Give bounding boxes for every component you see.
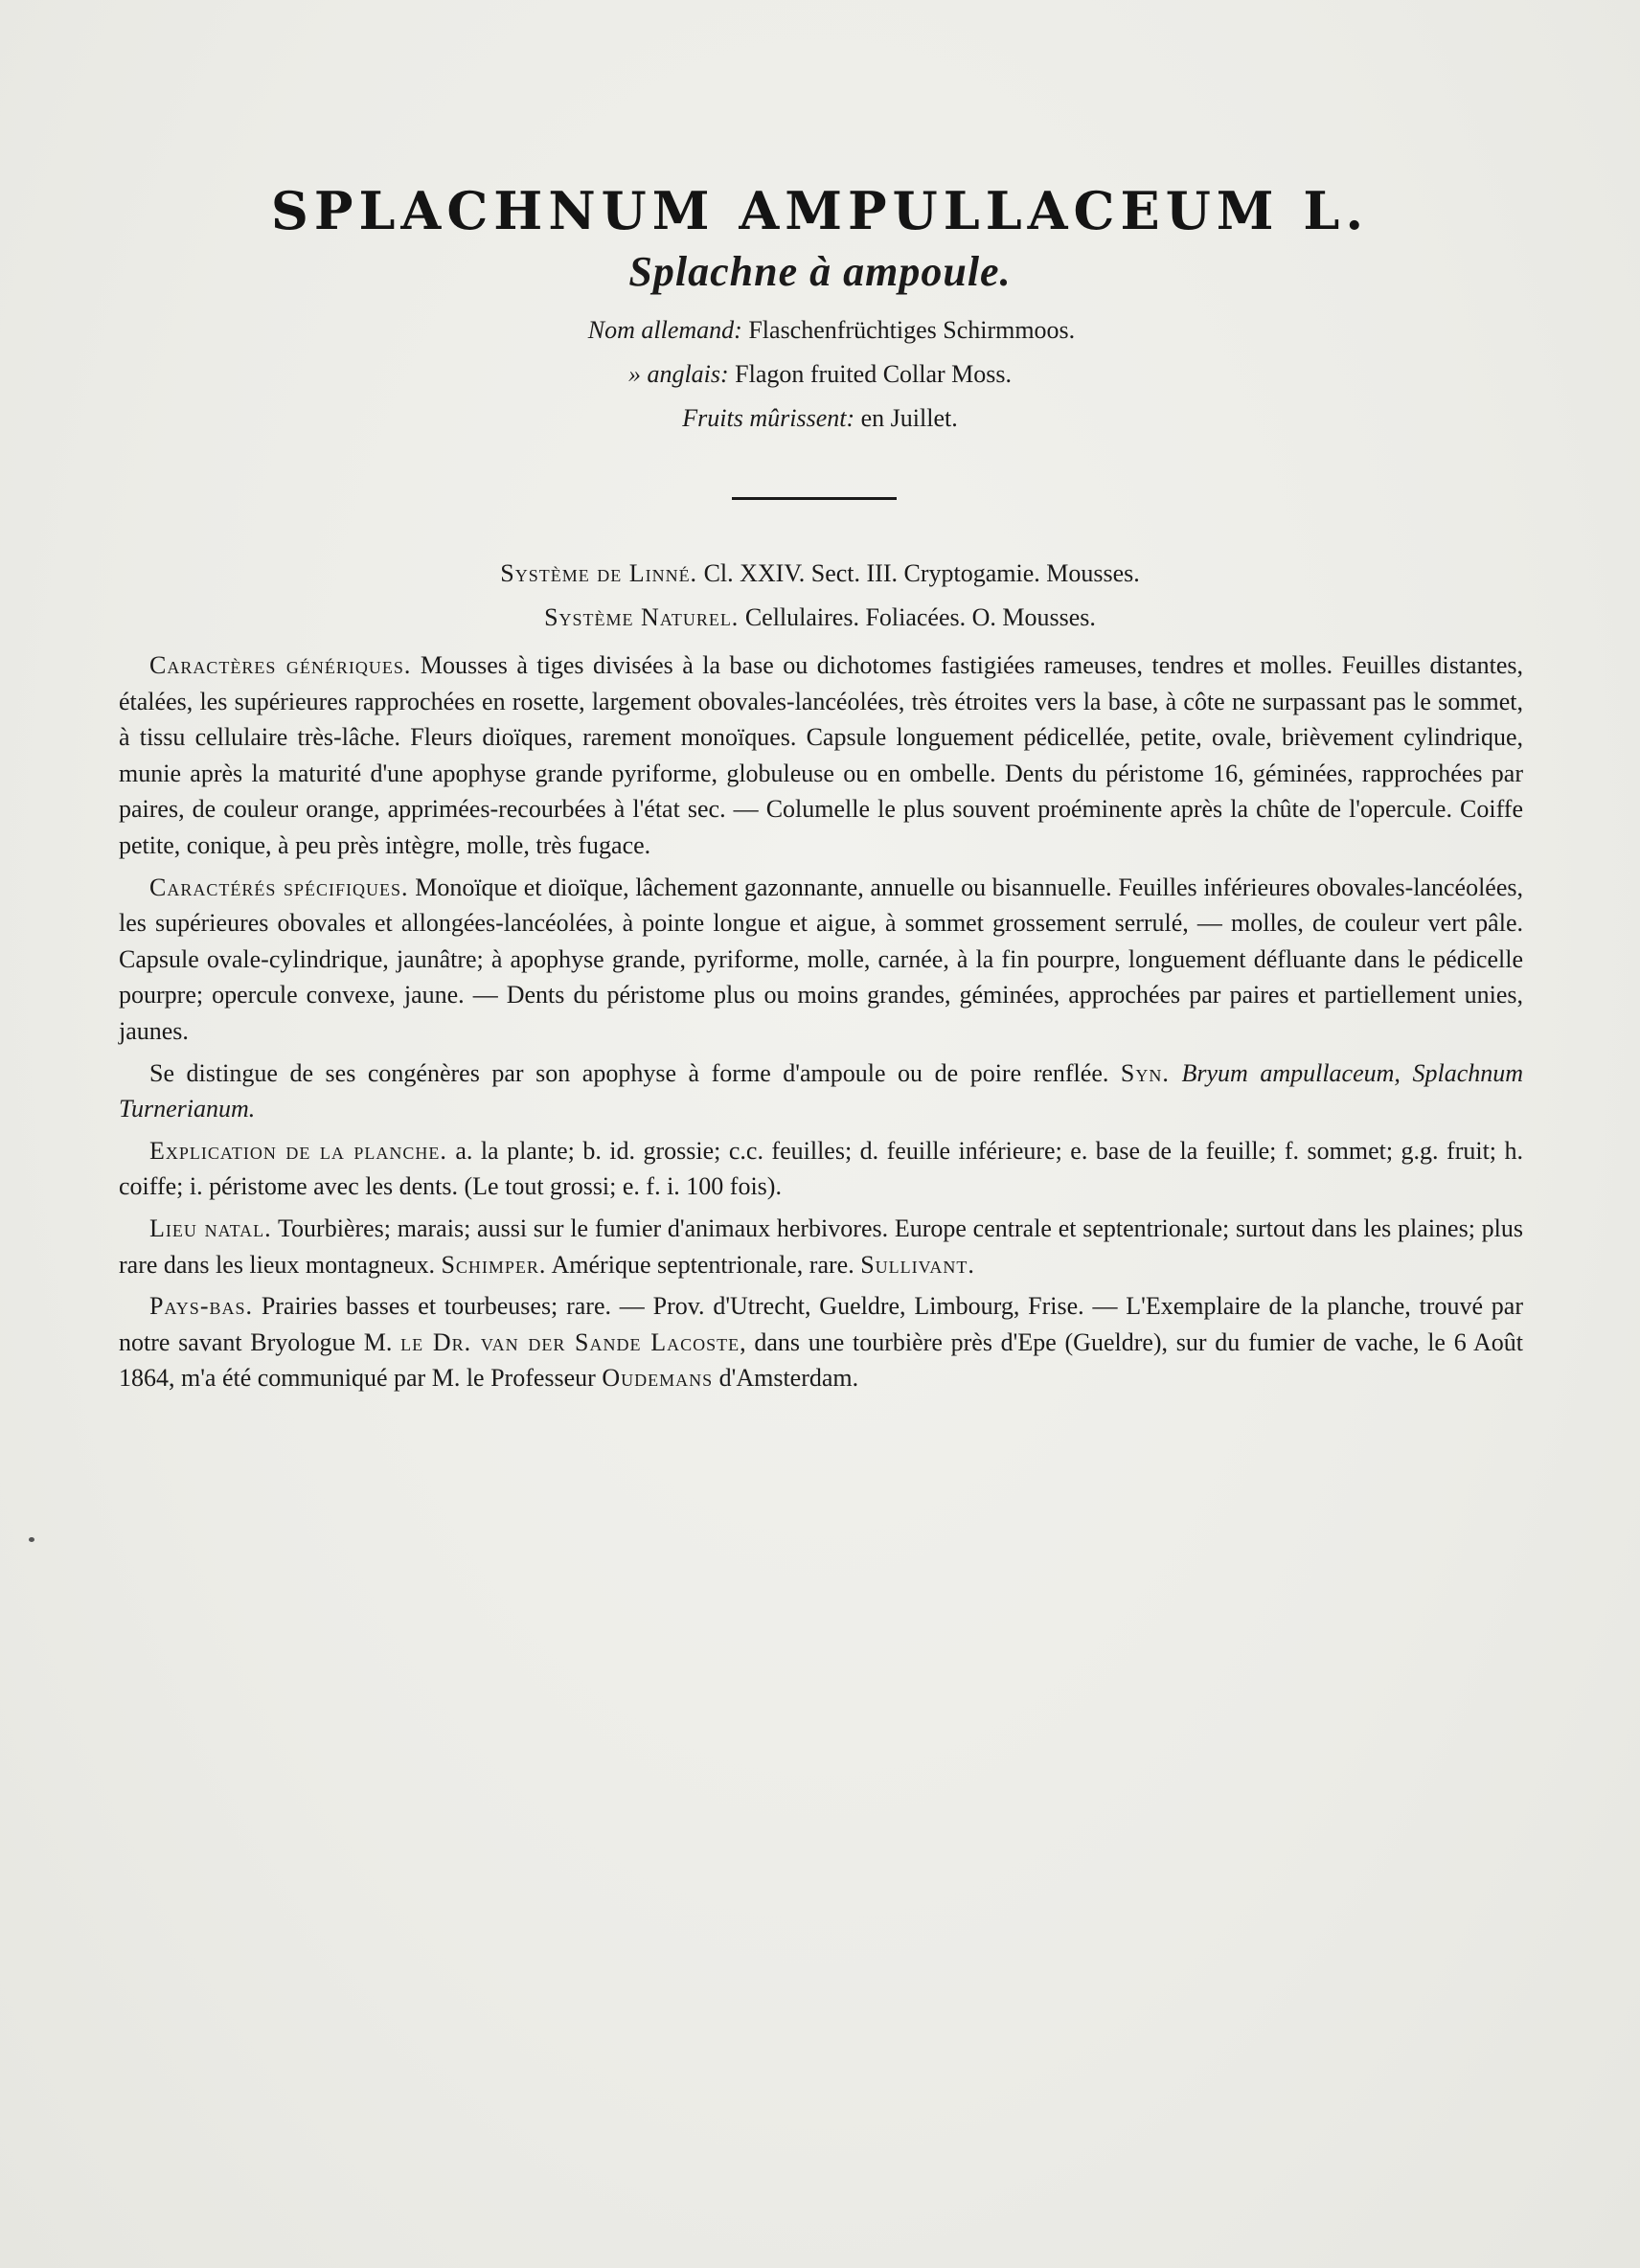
english-name-line <box>0 360 1640 389</box>
netherlands-label: Pays-bas. <box>149 1292 253 1321</box>
english-name-value: Flagon fruited Collar Moss. <box>735 360 1013 388</box>
specific-characters-label: Caractérés spécifiques. <box>149 873 409 901</box>
distinguishing-text: Se distingue de ses congénères par son apophyse à forme d'ampoule ou de poire renflée. <box>149 1058 1109 1087</box>
german-name-value: Flaschenfrüchtiges Schirmmoos. <box>748 316 1076 344</box>
synonym-label: Syn. <box>1120 1058 1170 1087</box>
fruiting-label: Fruits mûrissent: <box>682 404 855 432</box>
natural-system-line <box>0 603 1640 632</box>
netherlands-text-2: , dans une tourbière près d'Epe (Gueldre), sur du fumier de vache, le 6 Août 1864, m'a été communiqué par M. le Professeur <box>119 1327 1524 1393</box>
plate-explanation-label: Explication de la planche. <box>149 1136 447 1165</box>
distinguishing-paragraph <box>119 1055 1523 1127</box>
plate-explanation-text: a. la plante; b. id. grossie; c.c. feuilles; d. feuille inférieure; e. base de la feuille; f. sommet; g.g. fruit; h. coiffe; i. péristome avec les dents. (Le tout grossi; e. f. i. 100 fois). <box>119 1136 1523 1201</box>
paper-blemish <box>29 1537 34 1542</box>
generic-characters-paragraph <box>119 647 1523 864</box>
habitat-label: Lieu natal. <box>149 1213 272 1242</box>
french-common-name: Splachne à ampoule. <box>628 248 1012 295</box>
habitat-reference-sullivant: Sullivant. <box>860 1250 975 1279</box>
fruiting-line <box>0 404 1640 433</box>
divider-rule <box>732 497 897 500</box>
habitat-text: Tourbières; marais; aussi sur le fumier d'animaux herbivores. Europe centrale et septentrionale; surtout dans les plaines; plus rare dans les lieux montagneux. <box>119 1213 1524 1279</box>
plate-explanation-paragraph <box>119 1133 1523 1205</box>
description-body <box>119 647 1523 1402</box>
natural-system-text: Cellulaires. Foliacées. O. Mousses. <box>744 603 1096 631</box>
species-title: SPLACHNUM AMPULLACEUM L. <box>270 180 1370 241</box>
specific-characters-paragraph <box>119 870 1523 1050</box>
linnaean-system-label: Système de Linné. <box>500 559 698 587</box>
german-name-label: Nom allemand: <box>587 316 742 344</box>
collector-name: le Dr. van der Sande Lacoste <box>400 1327 740 1356</box>
communicator-name: Oudemans <box>602 1364 714 1393</box>
synonym-text: Bryum ampullaceum, Splachnum Turnerianum. <box>119 1058 1524 1123</box>
habitat-text-america: Amérique septentrionale, rare. <box>551 1250 854 1279</box>
habitat-reference-schimper: Schimper. <box>441 1250 547 1279</box>
linnaean-system-text: Cl. XXIV. Sect. III. Cryptogamie. Mousses. <box>703 559 1140 587</box>
habitat-paragraph <box>119 1211 1523 1282</box>
generic-characters-label: Caractères génériques. <box>149 651 412 679</box>
natural-system-label: Système Naturel. <box>544 603 740 631</box>
netherlands-text-1: Prairies basses et tourbeuses; rare. — Prov. d'Utrecht, Gueldre, Limbourg, Frise. — L'Exemplaire de la planche, trouvé par notre savant Bryologue M. <box>119 1292 1524 1356</box>
english-name-label: » anglais: <box>627 360 729 388</box>
fruiting-value: en Juillet. <box>860 404 958 432</box>
linnaean-system-line <box>0 559 1640 588</box>
german-name-line <box>11 316 1640 345</box>
netherlands-paragraph <box>119 1288 1523 1396</box>
netherlands-text-3: d'Amsterdam. <box>718 1364 859 1393</box>
generic-characters-text: Mousses à tiges divisées à la base ou dichotomes fastigiées rameuses, tendres et molles. Feuilles distantes, étalées, les supérieures rapprochées en rosette, largement obovales-lancéolées, très étroites vers la base, à côte ne surpassant pas le sommet, à tissu cellulaire très-lâche. Fleurs dioïques, rarement monoïques. Capsule longuement pédicellée, petite, ovale, brièvement cylindrique, munie après la maturité d'une apophyse grande pyriforme, globuleuse ou en ombelle. Dents du péristome 16, géminées, rapprochées par paires, de couleur orange, apprimées-recourbées à l'état sec. — Columelle le plus souvent proéminente après la chûte de l'opercule. Coiffe petite, conique, à peu près intègre, molle, très fugace. <box>119 651 1523 859</box>
specific-characters-text: Monoïque et dioïque, lâchement gazonnante, annuelle ou bisannuelle. Feuilles inférieures obovales-lancéolées, les supérieures obovales et allongées-lancéolées, à pointe longue et aigue, à sommet grossement serrulé, — molles, de couleur vert pâle. Capsule ovale-cylindrique, jaunâtre; à apophyse grande, pyriforme, molle, carnée, à la fin pourpre, longuement défluante dans le pédicelle pourpre; opercule convexe, jaune. — Dents du péristome plus ou moins grandes, géminées, approchées par paires et partiellement unies, jaunes. <box>119 873 1523 1045</box>
